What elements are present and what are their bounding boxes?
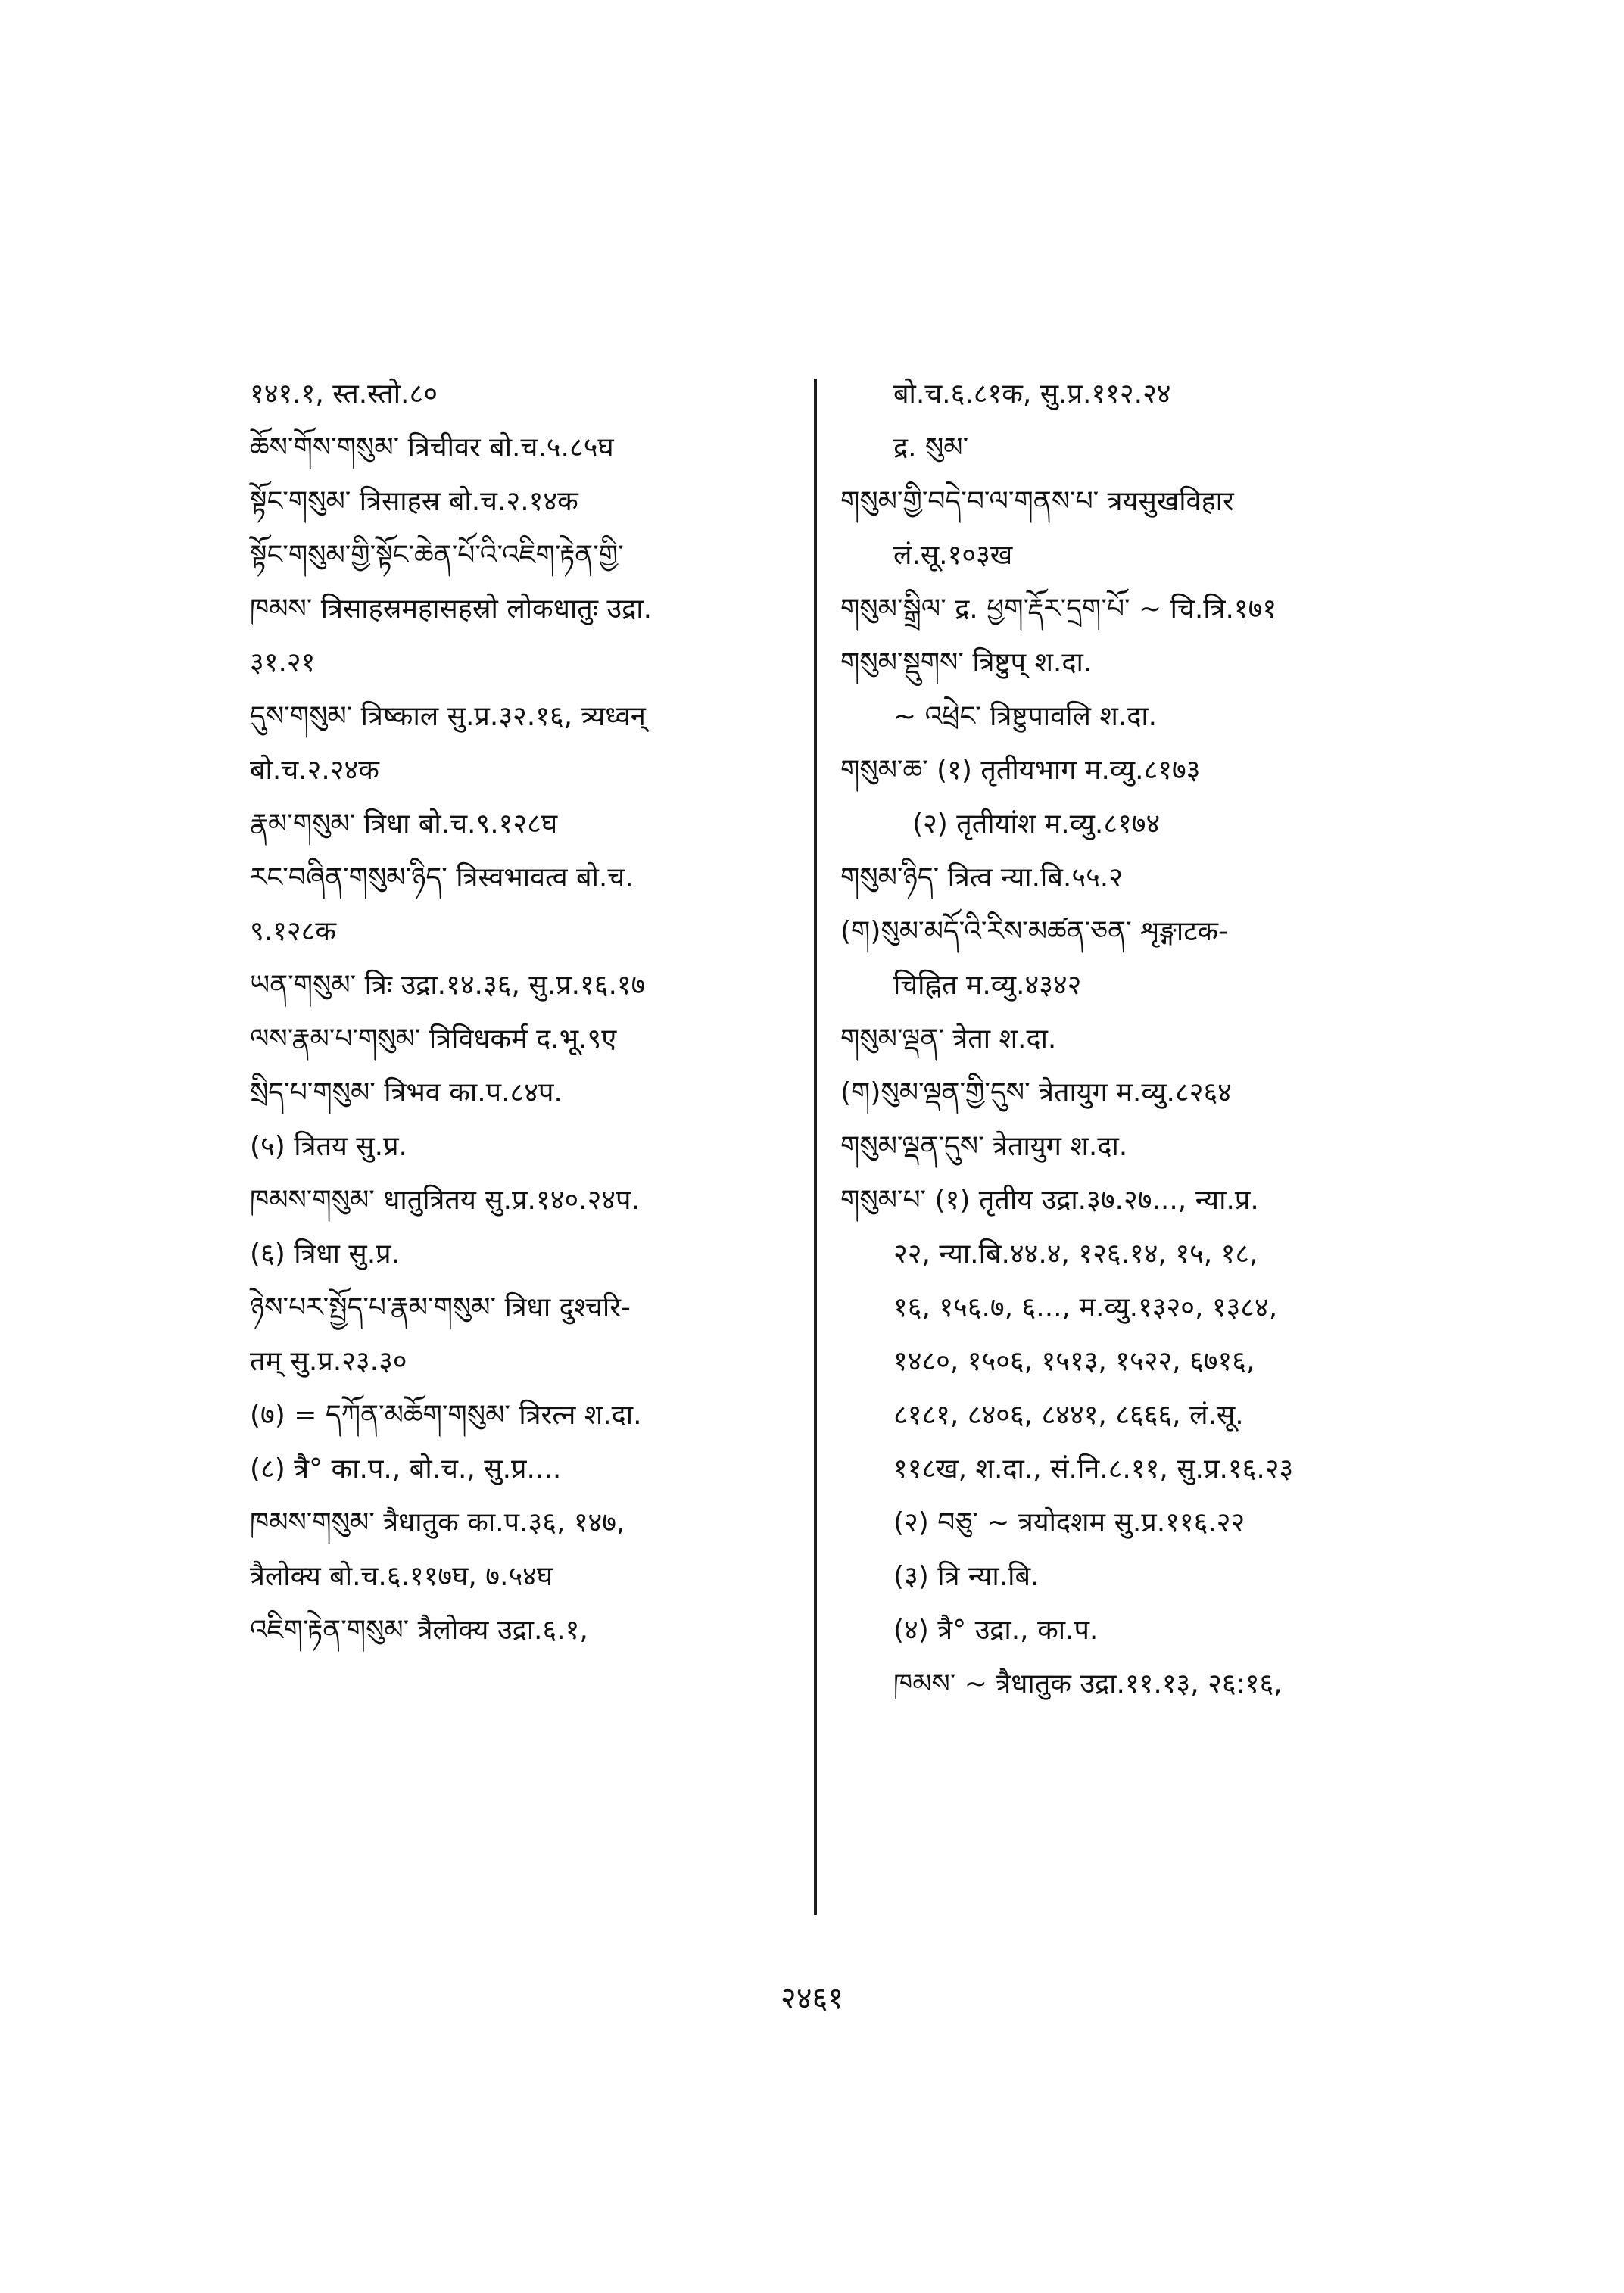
entry-line: གསུམ་ཉིད་ त्रित्व न्या.बि.५५.२ (840, 862, 1123, 893)
entry-line: གསུམ་པ་ (१) तृतीय उद्रा.३७.२७..., न्या.प्र. (840, 1185, 1259, 1216)
entry-line: १६, १५६.७, ६..., म.व्यु.१३२०, १३८४, (893, 1292, 1278, 1323)
entry-line: སྟོང་གསུམ་གྱི་སྟོང་ཆེན་པོ་འི་འཇིག་རྟེན་གྱི་ (250, 540, 624, 571)
left-column (250, 367, 795, 1657)
entry-line: (२) तृतीयांश म.व्यु.८१७४ (912, 808, 1161, 840)
entry-line: ८१८१, ८४०६, ८४४१, ८६६६, लं.सू. (893, 1400, 1244, 1431)
entry-line: लं.सू.१०३ख (893, 540, 1013, 571)
entry-line: (ག)སུམ་ལྡན་གྱི་དུས་ त्रेतायुग म.व्यु.८२६४ (840, 1077, 1232, 1108)
entry-line: རང་བཞིན་གསུམ་ཉིད་ त्रिस्वभावत्व बो.च. (250, 862, 634, 893)
entry-line: त्रैलोक्य बो.च.६.११७घ, ७.५४घ (250, 1561, 553, 1592)
entry-line: द्र. སུམ་ (893, 432, 969, 463)
entry-line: སྲིད་པ་གསུམ་ त्रिभव का.प.८४प. (250, 1077, 563, 1108)
entry-line: ९.१२८क (250, 916, 336, 947)
entry-line: (३) त्रि न्या.बि. (893, 1561, 1040, 1592)
entry-line: ཡན་གསུམ་ त्रिः उद्रा.१४.३६, सु.प्र.१६.१७ (250, 970, 646, 1001)
entry-line: (४) त्रै° उद्रा., का.प. (893, 1615, 1099, 1646)
entry-line: གསུམ་ཆ་ (१) तृतीयभाग म.व्यु.८१७३ (840, 755, 1201, 786)
entry-line: चिह्नित म.व्यु.४३४२ (893, 970, 1082, 1001)
entry-line: དུས་གསུམ་ त्रिष्काल सु.प्र.३२.१६, त्र्यध्वन् (250, 701, 646, 732)
entry-line: ལས་རྣམ་པ་གསུམ་ त्रिविधकर्म द.भू.९ए (250, 1023, 617, 1055)
entry-line: (६) त्रिधा सु.प्र. (250, 1238, 401, 1270)
entry-line: ཁམས་གསུམ་ त्रैधातुक का.प.३६, १४७, (250, 1507, 625, 1538)
entry-line: तम् सु.प्र.२३.३० (250, 1346, 407, 1377)
entry-line: སྟོང་གསུམ་ त्रिसाहस्र बो.च.२.१४क (250, 486, 578, 517)
entry-line: १४८०, १५०६, १५१३, १५२२, ६७१६, (893, 1346, 1255, 1377)
entry-line: ཆོས་གོས་གསུམ་ त्रिचीवर बो.च.५.८५घ (250, 432, 614, 463)
entry-line: གསུམ་སྒྲིལ་ द्र. ཕྱག་རྡོར་དྲག་པོ་ ~ चि.त्रि.१७१ (840, 594, 1277, 625)
entry-line: ३१.२१ (250, 647, 316, 678)
entry-line: གསུམ་ལྡན་ त्रेता श.दा. (840, 1023, 1057, 1055)
column-divider (814, 379, 817, 1915)
entry-line: ~ འཕྲེང་ त्रिष्टुपावलि श.दा. (893, 701, 1158, 732)
entry-line: ११८ख, श.दा., सं.नि.८.११, सु.प्र.१६.२३ (893, 1453, 1294, 1485)
entry-line: (२) བཅུ་ ~ त्रयोदशम सु.प्र.११६.२२ (893, 1507, 1245, 1538)
page-number: २४६१ (780, 1981, 844, 2016)
entry-line: बो.च.६.८१क, सु.प्र.११२.२४ (893, 379, 1171, 410)
entry-line: གསུམ་གྱི་བདེ་བ་ལ་གནས་པ་ त्रयसुखविहार (840, 486, 1234, 517)
right-column (840, 367, 1416, 1711)
entry-line: ཉེས་པར་སྤྱོད་པ་རྣམ་གསུམ་ त्रिधा दुश्चरि- (250, 1292, 631, 1323)
entry-line: २२, न्या.बि.४४.४, १२६.१४, १५, १८, (893, 1238, 1258, 1270)
entry-line: ཁམས་ त्रिसाहस्रमहासहस्रो लोकधातुः उद्रा. (250, 594, 653, 625)
entry-line: གསུམ་སྡུགས་ त्रिष्टुप् श.दा. (840, 647, 1093, 678)
entry-line: (५) त्रितय सु.प्र. (250, 1131, 407, 1162)
entry-line: (८) त्रै° का.प., बो.च., सु.प्र.... (250, 1453, 562, 1485)
entry-line: འཇིག་རྟེན་གསུམ་ त्रैलोक्य उद्रा.६.१, (250, 1615, 588, 1646)
entry-line: ཁམས་གསུམ་ धातुत्रितय सु.प्र.१४०.२४प. (250, 1185, 640, 1216)
entry-line: (७) = དཀོན་མཆོག་གསུམ་ त्रिरत्न श.दा. (250, 1400, 642, 1431)
entry-line: १४१.१, स्त.स्तो.८० (250, 379, 438, 410)
entry-line: बो.च.२.२४क (250, 755, 379, 786)
entry-line: ཁམས་ ~ त्रैधातुक उद्रा.११.१३, २६:१६, (893, 1668, 1283, 1699)
entry-line: (ག)སུམ་མདོ་འི་རིས་མཚན་ཅན་ शृङ्गाटक- (840, 916, 1229, 947)
entry-line: རྣམ་གསུམ་ त्रिधा बो.च.९.१२८घ (250, 808, 558, 840)
entry-line: གསུམ་ལྡན་དུས་ त्रेतायुग श.दा. (840, 1131, 1128, 1162)
